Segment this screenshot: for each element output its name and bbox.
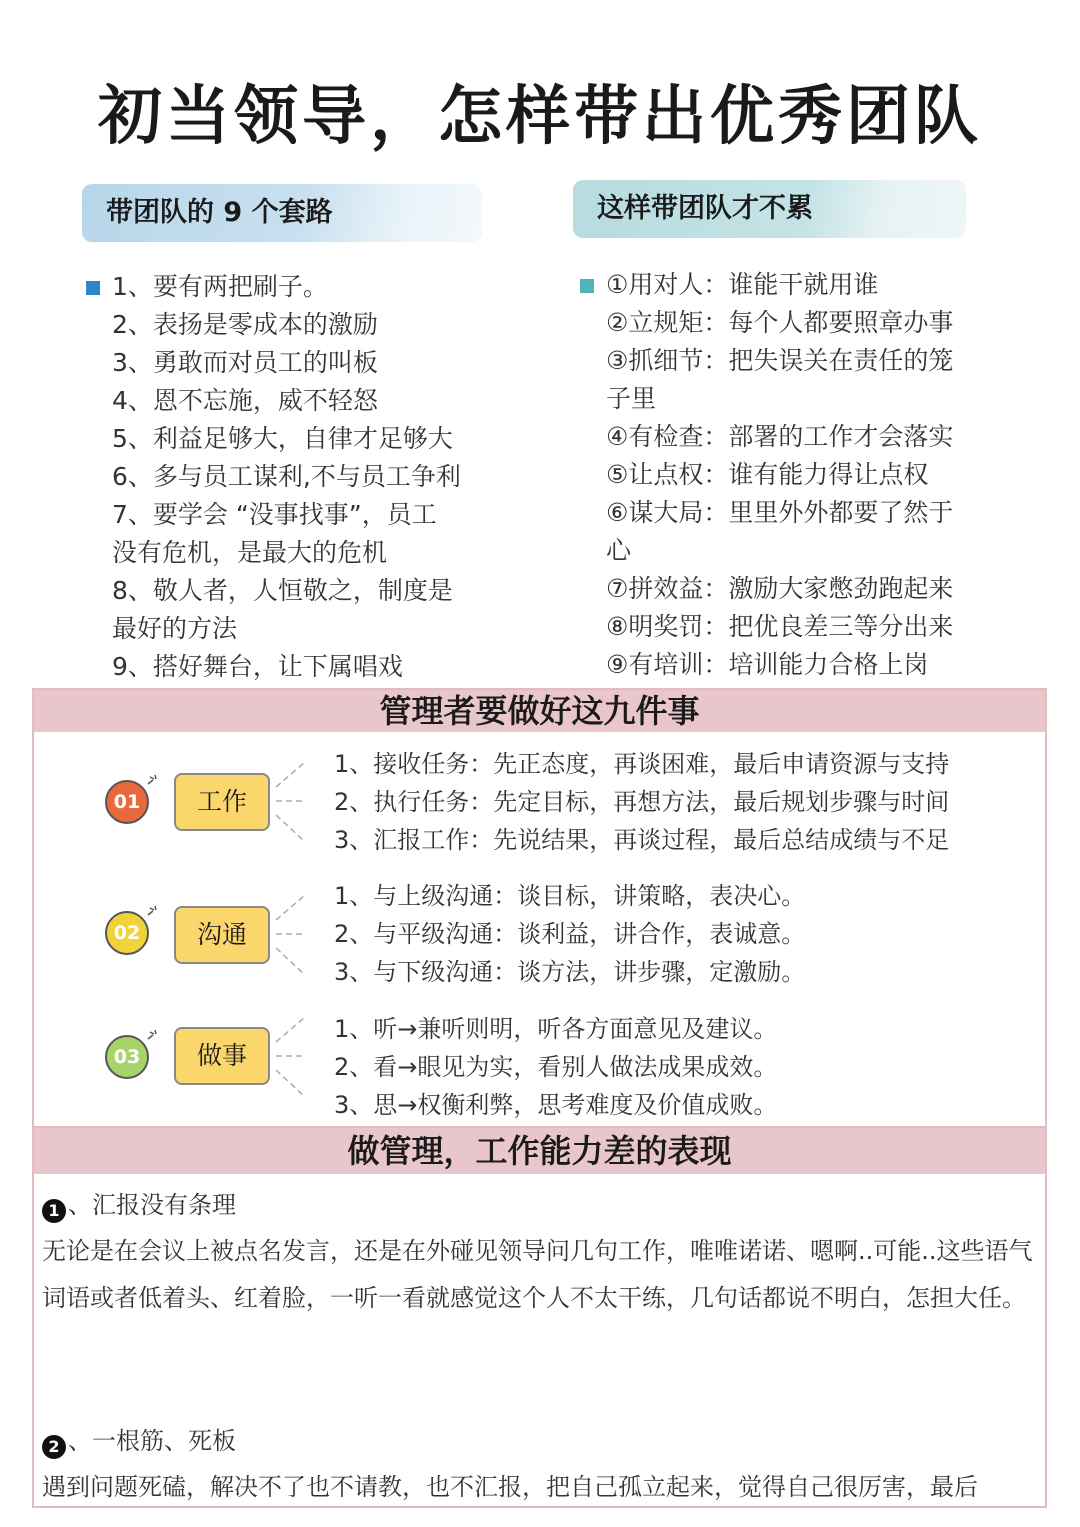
list-item: 2、看→眼见为实，看别人做法成果成效。: [334, 1053, 778, 1081]
group-number-badge: 01: [105, 780, 149, 824]
left-list: [112, 268, 512, 686]
group-label-doing: 做事: [174, 1027, 270, 1085]
group-items-doing: [334, 1010, 1034, 1124]
group-items-work: [334, 745, 1034, 859]
list-item: ⑤让点权：谁有能力得让点权: [606, 460, 929, 489]
connector-lines: [272, 890, 306, 980]
point-number-badge: 2: [42, 1435, 66, 1459]
group-label-communication: 沟通: [174, 906, 270, 964]
point-title: 、汇报没有条理: [68, 1191, 236, 1219]
list-item: 4、恩不忘施，威不轻怒: [112, 386, 378, 415]
list-item: 1、要有两把刷子。: [112, 272, 328, 301]
list-item: ⑧明奖罚：把优良差三等分出来: [606, 612, 954, 641]
list-item: 3、思→权衡利弊，思考难度及价值成败。: [334, 1091, 778, 1119]
list-item: 2、表扬是零成本的激励: [112, 310, 378, 339]
list-item: 1、与上级沟通：谈目标，讲策略，表决心。: [334, 882, 806, 910]
left-bullet-square: [86, 281, 100, 295]
point-body: 无论是在会议上被点名发言，还是在外碰见领导问几句工作，唯唯诺诺、嗯啊..可能..这些语气词语或者低着头、红着脸，一听一看就感觉这个人不太干练，几句话都说不明白，怎担大任。: [42, 1237, 1033, 1312]
left-section-heading: 带团队的 9 个套路: [82, 184, 482, 242]
list-item: 最好的方法: [112, 614, 238, 643]
list-item: 7、要学会 “没事找事”，员工: [112, 500, 437, 529]
point-heading: [42, 1188, 236, 1223]
list-item: 1、接收任务：先正态度，再谈困难，最后申请资源与支持: [334, 750, 950, 778]
group-items-communication: [334, 877, 1034, 991]
nine-things-heading: 管理者要做好这九件事: [34, 690, 1045, 732]
list-item: 2、执行任务：先定目标，再想方法，最后规划步骤与时间: [334, 788, 950, 816]
sparkle-icon: [146, 1029, 160, 1041]
list-item: ⑨有培训：培训能力合格上岗: [606, 650, 929, 679]
point-title: 、一根筋、死板: [68, 1427, 236, 1455]
list-item: 9、搭好舞台，让下属唱戏: [112, 652, 403, 681]
list-item: 3、与下级沟通：谈方法，讲步骤，定激励。: [334, 958, 806, 986]
point-heading: [42, 1424, 236, 1459]
sparkle-icon: [146, 905, 160, 917]
list-item: 3、汇报工作：先说结果，再谈过程，最后总结成绩与不足: [334, 826, 950, 854]
list-item: 1、听→兼听则明，听各方面意见及建议。: [334, 1015, 778, 1043]
list-item: ②立规矩：每个人都要照章办事: [606, 308, 954, 337]
right-list: [606, 266, 996, 684]
list-item: 子里: [606, 384, 657, 413]
poor-ability-heading: 做管理，工作能力差的表现: [34, 1128, 1045, 1174]
list-item: 心: [606, 536, 632, 565]
list-item: ⑥谋大局：里里外外都要了然于: [606, 498, 954, 527]
list-item: 3、勇敢而对员工的叫板: [112, 348, 378, 377]
list-item: ④有检查：部署的工作才会落实: [606, 422, 954, 451]
page-title: 初当领导，怎样带出优秀团队: [98, 80, 982, 154]
group-label-work: 工作: [174, 773, 270, 831]
list-item: ⑦拼效益：激励大家憋劲跑起来: [606, 574, 954, 603]
right-section-heading: 这样带团队才不累: [573, 180, 966, 238]
group-number-badge: 03: [105, 1035, 149, 1079]
list-item: 2、与平级沟通：谈利益，讲合作，表诚意。: [334, 920, 806, 948]
right-bullet-square: [580, 279, 594, 293]
list-item: 5、利益足够大，自律才足够大: [112, 424, 453, 453]
list-item: 没有危机，是最大的危机: [112, 538, 388, 567]
list-item: 6、多与员工谋利,不与员工争利: [112, 462, 461, 491]
point-number-badge: 1: [42, 1199, 66, 1223]
connector-lines: [272, 757, 306, 847]
point-body: 遇到问题死磕，解决不了也不请教，也不汇报，把自己孤立起来，觉得自己很厉害，最后: [42, 1473, 978, 1501]
list-item: ①用对人：谁能干就用谁: [606, 270, 879, 299]
list-item: 8、敬人者，人恒敬之，制度是: [112, 576, 453, 605]
connector-lines: [272, 1012, 306, 1102]
sparkle-icon: [146, 774, 160, 786]
group-number-badge: 02: [105, 911, 149, 955]
list-item: ③抓细节：把失误关在责任的笼: [606, 346, 954, 375]
